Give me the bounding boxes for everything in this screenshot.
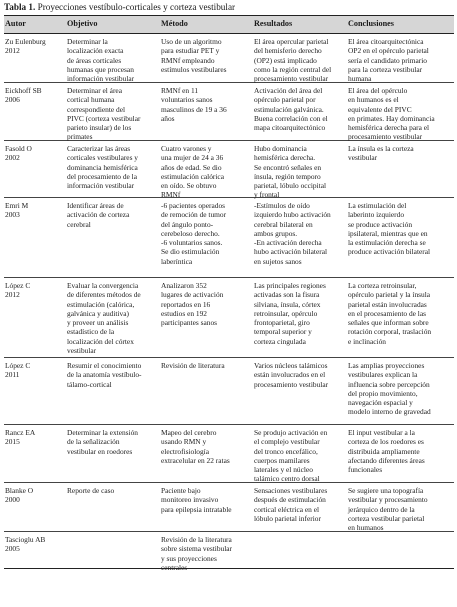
cell-line: Las amplias proyecciones xyxy=(348,361,425,370)
cell-line: corteza vestibular parietal xyxy=(348,513,425,523)
cell-line: ínsula, región temporo xyxy=(254,171,321,181)
cell-line: para estudiar PET y xyxy=(161,46,220,56)
cell-objetivo xyxy=(67,281,159,355)
cell-line: Caracterizar las áreas xyxy=(67,144,131,153)
header-autor: Autor xyxy=(5,19,26,28)
cell-line: 2005 xyxy=(5,544,20,554)
cell-line: activadas son la fisura xyxy=(254,290,320,300)
cell-line: -Estímulos de oído xyxy=(254,201,310,210)
cell-line: 2011 xyxy=(5,370,20,380)
cell-line: 2000 xyxy=(5,495,20,505)
cell-line: del ángulo ponto- xyxy=(161,219,214,229)
cell-line: cerebral xyxy=(67,219,91,229)
cell-line: para epilepsia intratable xyxy=(161,504,232,514)
cell-line: en el procesamiento de las xyxy=(348,308,426,318)
cell-line: parieto insular) de los xyxy=(67,123,132,133)
cell-line: cerebral bilateral en xyxy=(254,219,313,229)
cell-line: humana xyxy=(348,74,372,84)
cell-resultados xyxy=(254,37,346,83)
table-body xyxy=(4,34,454,572)
table-caption xyxy=(4,2,454,13)
cell-objetivo xyxy=(67,201,159,229)
cell-line: voluntarios sanos xyxy=(161,95,213,105)
cell-line: mapa citoarquitectónico xyxy=(254,123,326,133)
cell-resultados xyxy=(254,361,346,389)
cell-line: humanas que procesan xyxy=(67,64,134,74)
cell-line: información vestibular xyxy=(67,74,135,84)
cell-conclusiones xyxy=(348,486,453,532)
cell-line: Rancz EA xyxy=(5,428,36,437)
cell-line: PIVC (corteza vestibular xyxy=(67,113,141,123)
cell-line: estudios en 192 xyxy=(161,308,207,318)
cell-line: -6 pacientes operados xyxy=(161,201,226,210)
cell-line: Paciente bajo xyxy=(161,486,201,495)
cell-line: vestibular en roedores xyxy=(67,446,133,456)
table-row xyxy=(4,34,454,83)
cell-line: en sujetos sanos xyxy=(254,256,302,266)
cell-line: para la corteza vestibular xyxy=(348,64,423,74)
cell-line: modelo interno de gravedad xyxy=(348,407,431,417)
cell-line: reportados en 16 xyxy=(161,299,211,309)
cell-line: Hubo dominancia xyxy=(254,144,307,153)
cell-metodo xyxy=(161,535,253,572)
cell-autor xyxy=(5,201,63,220)
cell-line: afectando diferentes áreas xyxy=(348,455,425,465)
table-row xyxy=(4,278,454,358)
literature-table xyxy=(4,15,454,572)
cell-line: Determinar el área xyxy=(67,86,122,95)
cell-line: izquierdo hubo activación xyxy=(254,210,331,220)
cell-metodo xyxy=(161,486,253,514)
cell-line: Mapeo del cerebro xyxy=(161,428,217,437)
table-row xyxy=(4,483,454,532)
cell-line: dominancia hemisférica xyxy=(67,162,138,172)
cell-line: La ínsula es la corteza xyxy=(348,144,414,153)
cell-line: una mujer de 24 a 36 xyxy=(161,153,224,163)
cell-line: estadístico de la xyxy=(67,327,115,337)
cell-metodo xyxy=(161,428,253,465)
table-row xyxy=(4,425,454,483)
cell-line: monitoreo invasivo xyxy=(161,495,219,505)
cell-line: El área citoarquitectónica xyxy=(348,37,424,46)
cell-line: Se produjo activación en xyxy=(254,428,328,437)
table-row xyxy=(4,358,454,425)
cell-conclusiones xyxy=(348,201,453,257)
cell-line: Varios núcleos talámicos xyxy=(254,361,328,370)
cell-line: Zu Eulenburg xyxy=(5,37,46,46)
cell-line: opérculo parietal y la ínsula xyxy=(348,290,431,300)
cell-line: localización del córtex xyxy=(67,336,134,346)
cell-line: están involucrados en el xyxy=(254,370,326,380)
cell-line: de remoción de tumor xyxy=(161,210,227,220)
cell-line: corteza de los roedores es xyxy=(348,437,424,447)
cell-line: masculinos de 19 a 36 xyxy=(161,104,227,114)
cell-line: rotación corporal, traslación xyxy=(348,327,432,337)
cell-line: lugares de activación xyxy=(161,290,224,300)
cell-conclusiones xyxy=(348,86,453,142)
table-caption-label: Tabla 1. xyxy=(4,2,36,12)
cell-metodo xyxy=(161,37,253,74)
cell-autor xyxy=(5,37,63,56)
cell-line: 2002 xyxy=(5,153,20,163)
cell-line: parietal están involucradas xyxy=(348,299,427,309)
cell-line: sobre sistema vestibular xyxy=(161,544,233,554)
cell-conclusiones xyxy=(348,361,453,417)
cell-line: La estimulación del xyxy=(348,201,407,210)
cell-line: del procesamiento de la xyxy=(67,171,137,181)
cell-line: Uso de un algoritmo xyxy=(161,37,222,46)
cell-line: 2015 xyxy=(5,437,20,447)
cell-line: Identificar áreas de xyxy=(67,201,124,210)
table-row xyxy=(4,83,454,141)
cell-autor xyxy=(5,486,63,505)
cell-line: Emri M xyxy=(5,201,29,210)
cell-line: del hemisferio derecho xyxy=(254,46,322,56)
cell-line: laberinto izquierdo xyxy=(348,210,405,220)
cell-line: e inclinación xyxy=(348,336,386,346)
cell-line: silviana, ínsula, córtex xyxy=(254,299,321,309)
cell-line: Eickhoff SB xyxy=(5,86,42,95)
cell-line: Blanke O xyxy=(5,486,34,495)
cell-autor xyxy=(5,144,63,163)
cell-line: participantes sanos xyxy=(161,318,218,328)
cell-line: vestibular xyxy=(348,153,378,163)
cell-line: produce activación bilateral xyxy=(348,247,431,257)
cell-line: del tronco encefálico, xyxy=(254,446,318,456)
cell-line: -En activación derecha xyxy=(254,238,322,248)
cell-line: parietal, lóbulo occipital xyxy=(254,181,327,191)
cell-line: laberíntica xyxy=(161,256,193,266)
cell-autor xyxy=(5,428,63,447)
cell-objetivo xyxy=(67,86,159,142)
table-header-row xyxy=(4,15,454,34)
cell-line: estimulación (calórica, xyxy=(67,299,135,309)
cell-line: cuerpos mamilares xyxy=(254,455,310,465)
cell-line: estimulación galvánica. xyxy=(254,104,324,114)
cell-line: cortical humana xyxy=(67,95,115,105)
cell-line: años xyxy=(161,113,175,123)
cell-line: Determinar la extensión xyxy=(67,428,139,437)
cell-resultados xyxy=(254,486,346,523)
cell-line: galvánica y auditiva) xyxy=(67,308,129,318)
cell-line: tálamo-cortical xyxy=(67,379,112,389)
cell-metodo xyxy=(161,144,253,200)
cell-line: Activación del área del xyxy=(254,86,323,95)
cell-line: Buena correlación con el xyxy=(254,113,328,123)
cell-resultados xyxy=(254,144,346,200)
table-caption-text: Proyecciones vestíbulo-corticales y corteza vestibular xyxy=(35,2,236,12)
cell-line: Se encontró señales en xyxy=(254,162,322,172)
cell-line: de la anatomía vestíbulo- xyxy=(67,370,142,380)
cell-line: electrofisiología xyxy=(161,446,210,456)
cell-line: Sensaciones vestibulares xyxy=(254,486,328,495)
cell-line: de la señalización xyxy=(67,437,120,447)
cell-autor xyxy=(5,361,63,380)
cell-line: ambos grupos. xyxy=(254,228,298,238)
cell-line: procesamiento vestibular xyxy=(254,74,329,84)
cell-line: de diferentes métodos de xyxy=(67,290,141,300)
cell-line: localización exacta xyxy=(67,46,124,56)
cell-line: 2006 xyxy=(5,95,20,105)
cell-line: retroinsular, opérculo xyxy=(254,308,318,318)
cell-line: OP2 en el opérculo parietal xyxy=(348,46,429,56)
cell-line: talámico centro dorsal xyxy=(254,474,320,484)
cell-line: cortical eléctrica en el xyxy=(254,504,320,514)
cell-conclusiones xyxy=(348,144,453,163)
cell-autor xyxy=(5,86,63,105)
cell-line: López C xyxy=(5,361,31,370)
cell-line: señales que informan sobre xyxy=(348,318,429,328)
table-row xyxy=(4,141,454,198)
cell-line: La corteza retroinsular, xyxy=(348,281,417,290)
cell-line: navegación espacial y xyxy=(348,398,413,408)
cell-line: la estimulación derecha se xyxy=(348,238,426,248)
cell-line: en primates. Hay dominancia xyxy=(348,113,435,123)
cell-line: El área opercular parietal xyxy=(254,37,329,46)
cell-line: estímulos vestibulares xyxy=(161,64,227,74)
cell-line: ipsilateral, mientras que en xyxy=(348,228,428,238)
cell-line: Revisión de la literatura xyxy=(161,535,232,544)
cell-metodo xyxy=(161,361,253,370)
cell-conclusiones xyxy=(348,281,453,346)
cell-line: -6 voluntarios sanos. xyxy=(161,238,223,248)
cell-objetivo xyxy=(67,486,159,495)
cell-line: funcionales xyxy=(348,465,383,475)
cell-line: años de edad. Se dio xyxy=(161,162,222,172)
cell-autor xyxy=(5,535,63,554)
cell-line: jerárquico dentro de la xyxy=(348,504,415,514)
cell-line: Revisión de literatura xyxy=(161,361,225,370)
cell-resultados xyxy=(254,428,346,484)
table-row xyxy=(4,198,454,278)
cell-line: laterales y el núcleo xyxy=(254,465,313,475)
cell-line: procesamiento vestibular xyxy=(348,132,423,142)
cell-conclusiones xyxy=(348,428,453,474)
cell-line: información vestibular xyxy=(67,181,135,191)
cell-resultados xyxy=(254,281,346,346)
cell-line: después de estimulación xyxy=(254,495,326,505)
cell-line: (OP2) está implicado xyxy=(254,55,317,65)
header-conclusiones: Conclusiones xyxy=(348,19,394,28)
cell-line: RMNf xyxy=(161,190,181,200)
cell-line: vestibulares explican la xyxy=(348,370,418,380)
cell-line: Resumir el conocimiento xyxy=(67,361,142,370)
cell-line: distribuida ampliamente xyxy=(348,446,420,456)
cell-line: Analizaron 352 xyxy=(161,281,207,290)
cell-line: vestibular y procesamiento xyxy=(348,495,428,505)
cell-line: hemisférica derecha para el xyxy=(348,123,430,133)
cell-line: Fasold O xyxy=(5,144,32,153)
cell-line: el complejo vestibular xyxy=(254,437,320,447)
cell-line: López C xyxy=(5,281,31,290)
cell-line: usando RMN y xyxy=(161,437,207,447)
header-objetivo: Objetivo xyxy=(67,19,98,28)
cell-line: frontoparietal, giro xyxy=(254,318,310,328)
cell-line: 2003 xyxy=(5,210,20,220)
cell-resultados xyxy=(254,201,346,266)
header-resultados: Resultados xyxy=(254,19,293,28)
cell-line: en humanos es el xyxy=(348,95,399,105)
cell-line: RMNf en 11 xyxy=(161,86,199,95)
cell-conclusiones xyxy=(348,37,453,83)
cell-line: en oído. Se obtuvo xyxy=(161,181,217,191)
cell-line: corteza cingulada xyxy=(254,336,306,346)
cell-line: como la región central del xyxy=(254,64,332,74)
cell-metodo xyxy=(161,86,253,123)
cell-line: y proveer un análisis xyxy=(67,318,129,328)
cell-line: influencia sobre percepción xyxy=(348,379,430,389)
cell-objetivo xyxy=(67,361,159,389)
cell-line: del propio movimiento, xyxy=(348,388,418,398)
cell-line: Tascioglu AB xyxy=(5,535,46,544)
cell-line: hubo activación bilateral xyxy=(254,247,328,257)
cell-line: se produce activación xyxy=(348,219,413,229)
cell-line: Se sugiere una topografía xyxy=(348,486,424,495)
cell-line: correspondiente del xyxy=(67,104,126,114)
cell-line: Se dio estimulación xyxy=(161,247,220,257)
cell-line: cerebeloso derecho. xyxy=(161,228,220,238)
cell-line: centrales xyxy=(161,562,188,572)
header-metodo: Método xyxy=(161,19,188,28)
cell-line: hemisférica derecha. xyxy=(254,153,316,163)
cell-line: vestibular xyxy=(67,346,97,356)
table-row xyxy=(4,532,454,572)
cell-resultados xyxy=(254,86,346,132)
cell-line: lóbulo parietal inferior xyxy=(254,513,321,523)
cell-line: y frontal xyxy=(254,190,280,200)
cell-objetivo xyxy=(67,37,159,83)
cell-line: Cuatro varones y xyxy=(161,144,212,153)
cell-line: Las principales regiones xyxy=(254,281,326,290)
cell-line: corticales vestibulares y xyxy=(67,153,139,163)
cell-line: Determinar la xyxy=(67,37,108,46)
cell-line: temporal superior y xyxy=(254,327,312,337)
cell-objetivo xyxy=(67,428,159,456)
cell-line: opérculo parietal por xyxy=(254,95,316,105)
cell-objetivo xyxy=(67,144,159,190)
cell-line: El área del opérculo xyxy=(348,86,408,95)
cell-line: Reporte de caso xyxy=(67,486,115,495)
cell-line: primates xyxy=(67,132,93,142)
cell-line: de áreas corticales xyxy=(67,55,122,65)
cell-line: Evaluar la convergencia xyxy=(67,281,139,290)
cell-line: El input vestibular a la xyxy=(348,428,415,437)
cell-autor xyxy=(5,281,63,300)
cell-line: sería el candidato primario xyxy=(348,55,428,65)
cell-line: 2012 xyxy=(5,46,20,56)
cell-line: RMNf empleando xyxy=(161,55,215,65)
cell-line: y sus proyecciones xyxy=(161,553,217,563)
cell-line: extracelular en 22 ratas xyxy=(161,455,230,465)
cell-line: en humanos xyxy=(348,523,384,533)
cell-line: procesamiento vestibular xyxy=(254,379,329,389)
cell-metodo xyxy=(161,201,253,266)
cell-line: equivalente del PIVC xyxy=(348,104,412,114)
cell-metodo xyxy=(161,281,253,327)
cell-line: activación de corteza xyxy=(67,210,130,220)
cell-line: 2012 xyxy=(5,290,20,300)
cell-line: estimulación calórica xyxy=(161,171,224,181)
